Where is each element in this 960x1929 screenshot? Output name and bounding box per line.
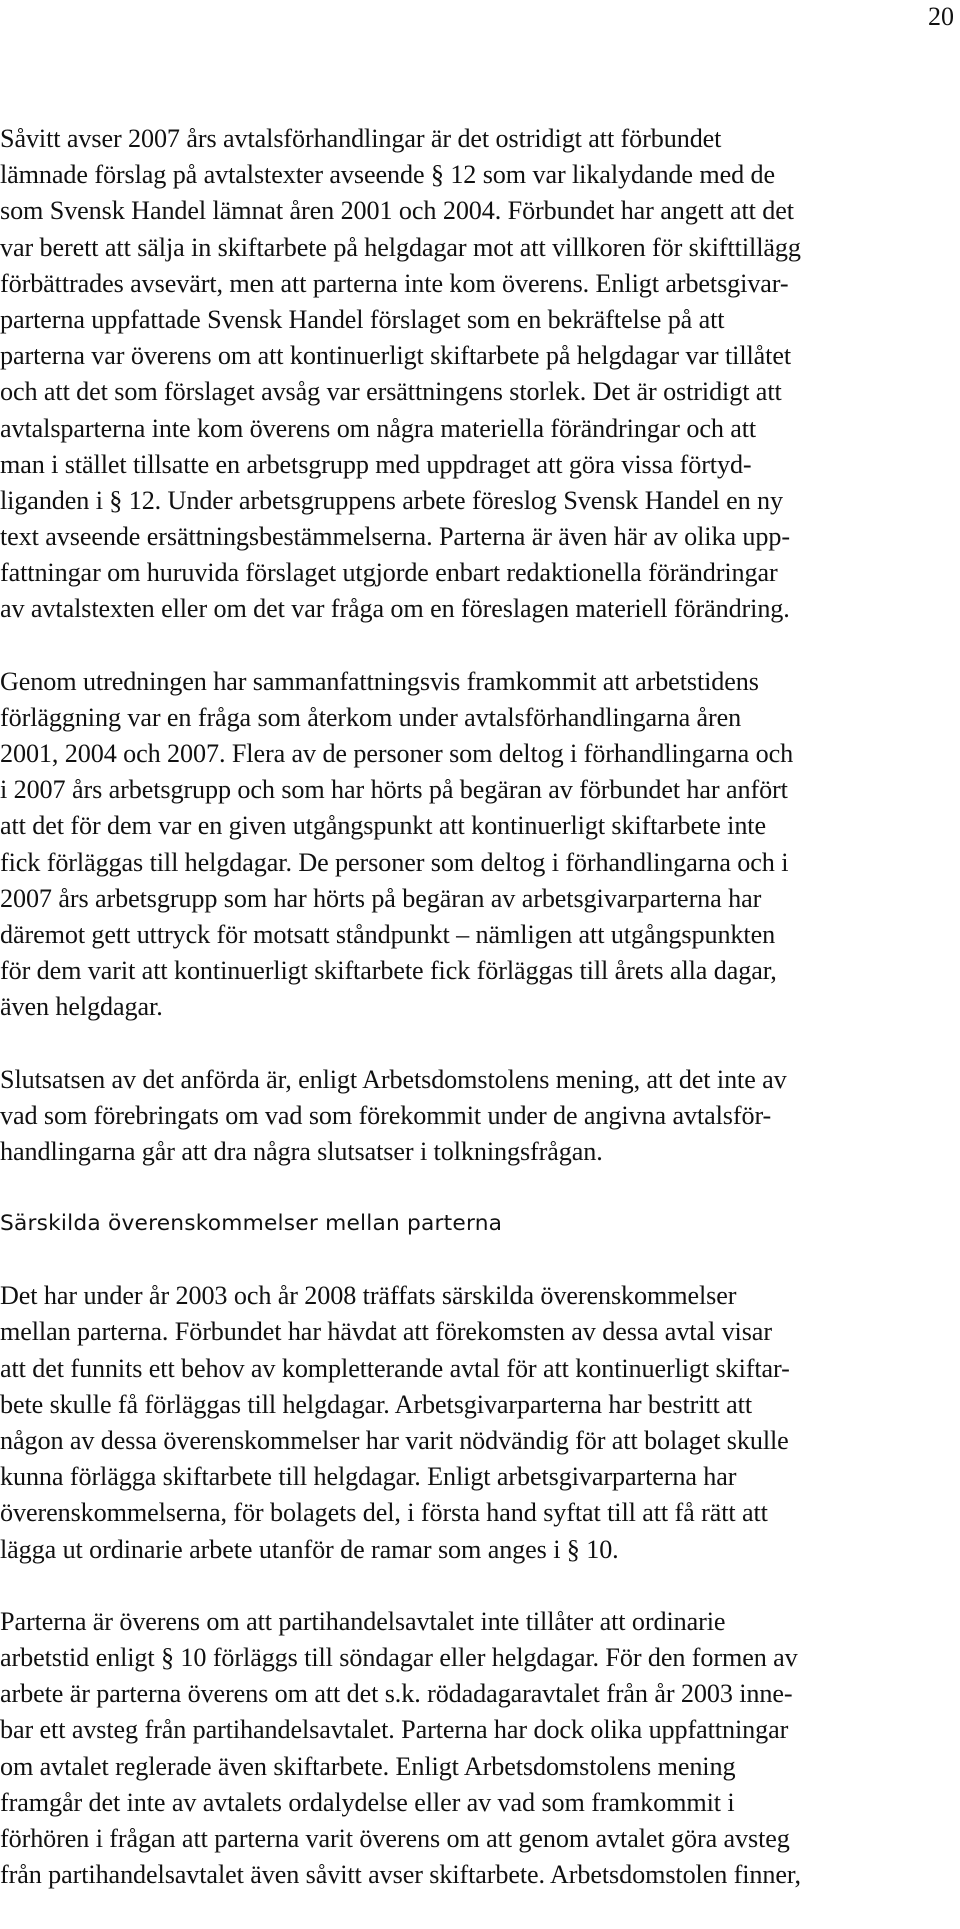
text-line: vad som förebringats om vad som förekommit under de angivna avtalsför-	[0, 1100, 772, 1130]
text-line: avtalsparterna inte kom överens om några materiella förändringar och att	[0, 413, 757, 443]
paragraph	[0, 1278, 960, 1568]
text-line: 2001, 2004 och 2007. Flera av de personer som deltog i förhandlingarna och	[0, 739, 794, 768]
paragraph	[0, 1062, 960, 1171]
section-heading	[0, 1206, 960, 1242]
text-line: och att det som förslaget avsåg var ersättningens storlek. Det är ostridigt att	[0, 377, 782, 407]
text-line: 2007 års arbetsgrupp som har hörts på begäran av arbetsgivarparterna har	[0, 883, 762, 913]
paragraph	[0, 121, 960, 628]
text-line: överenskommelserna, för bolagets del, i första hand syftat till att få rätt att	[0, 1498, 768, 1528]
text-line: bete skulle få förläggas till helgdagar. Arbetsgivarparterna har bestritt att	[0, 1389, 753, 1419]
paragraph	[0, 664, 960, 1026]
document-body	[0, 121, 960, 1929]
text-line: som Svensk Handel lämnat åren 2001 och 2004. Förbundet har angett att det	[0, 196, 794, 226]
text-line: arbete är parterna överens om att det s.k. rödadagaravtalet från år 2003 inne-	[0, 1679, 793, 1709]
text-line: även helgdagar.	[0, 992, 163, 1022]
paragraph	[0, 1604, 960, 1894]
text-line: fick förläggas till helgdagar. De personer som deltog i förhandlingarna och i	[0, 847, 789, 877]
text-line: man i stället tillsatte en arbetsgrupp med uppdraget att göra vissa förtyd-	[0, 449, 752, 479]
page-number: 20	[928, 2, 954, 31]
text-line: Genom utredningen har sammanfattningsvis framkommit att arbetstidens	[0, 666, 759, 696]
text-line: Såvitt avser 2007 års avtalsförhandlingar är det ostridigt att förbundet	[0, 124, 722, 153]
text-line: från partihandelsavtalet även såvitt avser skiftarbete. Arbetsdomstolen finner,	[0, 1860, 801, 1890]
text-line: framgår det inte av avtalets ordalydelse eller av vad som framkommit i	[0, 1787, 735, 1817]
text-line: någon av dessa överenskommelser har varit nödvändig för att bolaget skulle	[0, 1426, 789, 1455]
text-line: parterna uppfattade Svensk Handel förslaget som en bekräftelse på att	[0, 304, 725, 334]
text-line: däremot gett uttryck för motsatt ståndpunkt – nämligen att utgångspunkten	[0, 919, 776, 949]
text-line: förläggning var en fråga som återkom under avtalsförhandlingarna åren	[0, 702, 742, 732]
text-line: text avseende ersättningsbestämmelserna. Parterna är även här av olika upp-	[0, 522, 790, 552]
text-line: Det har under år 2003 och år 2008 träffats särskilda överenskommelser	[0, 1281, 737, 1311]
text-line: förbättrades avsevärt, men att parterna inte kom överens. Enligt arbetsgivar-	[0, 268, 789, 298]
text-line: Särskilda överenskommelser mellan parterna	[0, 1211, 503, 1237]
text-line: parterna var överens om att kontinuerligt skiftarbete på helgdagar var tillåtet	[0, 341, 792, 371]
text-line: bar ett avsteg från partihandelsavtalet. Parterna har dock olika uppfattningar	[0, 1715, 789, 1745]
text-line: att det för dem var en given utgångspunkt att kontinuerligt skiftarbete inte	[0, 811, 766, 841]
text-line: liganden i § 12. Under arbetsgruppens arbete föreslog Svensk Handel en ny	[0, 485, 783, 515]
text-line: om avtalet reglerade även skiftarbete. Enligt Arbetsdomstolens mening	[0, 1751, 736, 1781]
text-line: förhören i frågan att parterna varit överens om att genom avtalet göra avsteg	[0, 1823, 790, 1853]
text-line: i 2007 års arbetsgrupp och som har hörts på begäran av förbundet har anfört	[0, 775, 788, 805]
text-line: handlingarna går att dra några slutsatser i tolkningsfrågan.	[0, 1136, 603, 1166]
text-line: att det funnits ett behov av kompletterande avtal för att kontinuerligt skiftar-	[0, 1353, 790, 1383]
text-line: lämnade förslag på avtalstexter avseende § 12 som var likalydande med de	[0, 160, 776, 190]
text-line: lägga ut ordinarie arbete utanför de ramar som anges i § 10.	[0, 1534, 619, 1564]
text-line: Slutsatsen av det anförda är, enligt Arbetsdomstolens mening, att det inte av	[0, 1064, 787, 1094]
text-line: arbetstid enligt § 10 förläggs till söndagar eller helgdagar. För den formen av	[0, 1642, 798, 1672]
text-line: mellan parterna. Förbundet har hävdat att förekomsten av dessa avtal visar	[0, 1317, 772, 1347]
text-line: Parterna är överens om att partihandelsavtalet inte tillåter att ordinarie	[0, 1606, 726, 1636]
text-line: kunna förlägga skiftarbete till helgdagar. Enligt arbetsgivarparterna har	[0, 1462, 737, 1492]
text-line: var berett att sälja in skiftarbete på helgdagar mot att villkoren för skifttillägg	[0, 232, 801, 262]
text-line: av avtalstexten eller om det var fråga om en föreslagen materiell förändring.	[0, 594, 790, 624]
text-line: fattningar om huruvida förslaget utgjorde enbart redaktionella förändringar	[0, 558, 778, 588]
text-line: för dem varit att kontinuerligt skiftarbete fick förläggas till årets alla dagar,	[0, 956, 777, 986]
